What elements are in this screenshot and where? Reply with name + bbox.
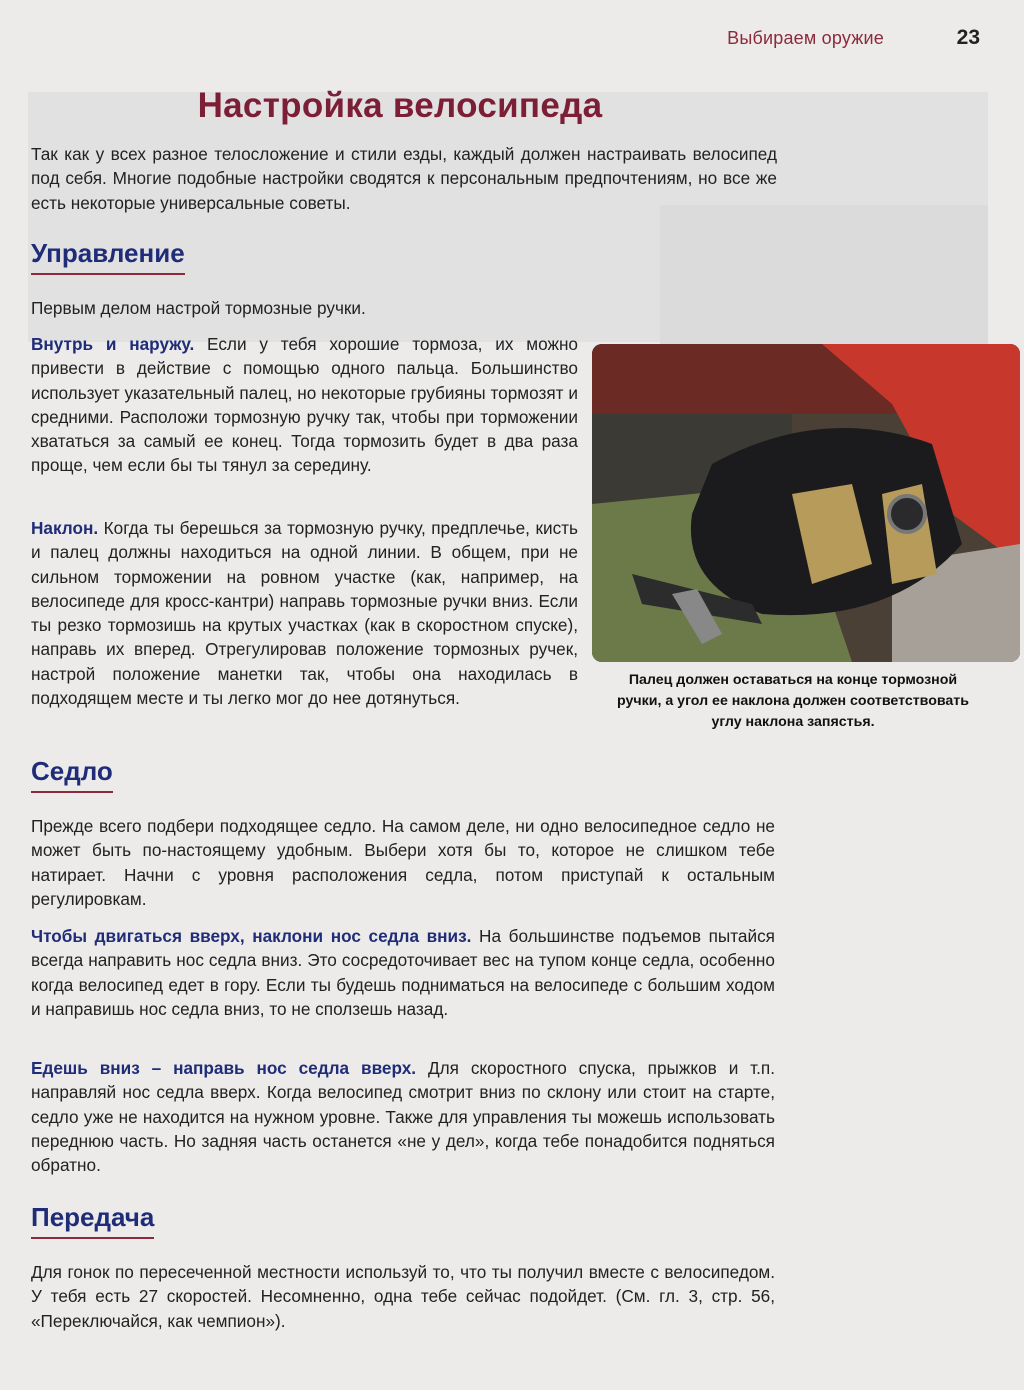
saddle-paragraph-3-text: Для скоростного спуска, прыжков и т.п. направляй нос седла вверх. Когда велосипед смотрит вниз по склону или стоит на старте, седло уже не находится на нужном уровне. Также для управления ты можешь использовать переднюю часть. Но задняя часть останется «не у дел», когда тебе понадобится подняться обратно. [31, 1058, 776, 1176]
glove-photo-illustration [592, 344, 1020, 662]
saddle-paragraph-1: Прежде всего подбери подходящее седло. На самом деле, ни одно велосипедное седло не может быть по-настоящему удобным. Выбери хотя бы то, которое не слишком тебе натирает. Начни с уровня расположения седла, потом приступай к остальным регулировкам. [31, 816, 775, 909]
saddle-paragraph-3 [31, 1056, 775, 1177]
control-paragraph-3 [31, 516, 578, 710]
control-paragraph-3-text: Когда ты берешься за тормозную ручку, предплечье, кисть и палец должны находиться на одной линии. В общем, при не сильном торможении на ровном участке (как, например, на велосипеде для кросс-кантри) направь тормозные ручки вниз. Если ты резко тормозишь на крутых участках (как в скоростном спуске), направь их вперед. Отрегулировав положение тормозных ручек, настрой положение манетки так, чтобы она находилась в подходящем месте и ты легко мог до нее дотянуться. [31, 518, 578, 709]
control-paragraph-2-lead: Внутрь и наружу. [31, 334, 195, 354]
photo-caption: Палец должен оставаться на конце тормозной ручки, а угол ее наклона должен соответствовать углу наклона запястья. [617, 672, 969, 730]
page-title: Настройка велосипеда [197, 86, 603, 125]
section-heading-saddle: Седло [31, 756, 113, 793]
control-paragraph-3-lead: Наклон. [31, 518, 99, 538]
saddle-paragraph-2-lead: Чтобы двигаться вверх, наклони нос седла вниз. [31, 926, 472, 946]
background-panel-right [660, 205, 988, 345]
gear-paragraph-1: Для гонок по пересеченной местности используй то, что ты получил вместе с велосипедом. У тебя есть 27 скоростей. Несомненно, одна тебе сейчас подойдет. (См. гл. 3, стр. 56, «Переключайся, как чемпион»). [31, 1262, 775, 1331]
section-heading-control: Управление [31, 238, 185, 275]
section-heading-gear: Передача [31, 1202, 154, 1239]
intro-paragraph: Так как у всех разное телосложение и стили езды, каждый должен настраивать велосипед под себя. Многие подобные настройки сводятся к персональным предпочтениям, но все же есть некоторые универсальные советы. [31, 144, 777, 213]
control-paragraph-1: Первым делом настрой тормозные ручки. [31, 298, 366, 318]
control-paragraph-2-text: Если у тебя хорошие тормоза, их можно привести в действие с помощью одного пальца. Большинство использует указательный палец, но некоторые грубияны тормозят и средними. Расположи тормозную ручку так, чтобы при торможении хвататься за самый ее конец. Тогда тормозить будет в два раза проще, чем если бы ты тянул за середину. [31, 334, 578, 476]
page-number: 23 [956, 26, 980, 49]
photo-brake-lever-glove [592, 344, 1020, 662]
running-header: Выбираем оружие [727, 28, 884, 48]
control-paragraph-2 [31, 332, 578, 478]
saddle-paragraph-3-lead: Едешь вниз – направь нос седла вверх. [31, 1058, 417, 1078]
saddle-paragraph-2-text: На большинстве подъемов пытайся всегда направить нос седла вниз. Это сосредоточивает вес на тупом конце седла, особенно когда велосипед едет в гору. Если ты будешь подниматься на велосипеде с большим ходом и направишь нос седла вниз, то не сползешь назад. [31, 926, 775, 1019]
saddle-paragraph-2 [31, 924, 775, 1021]
